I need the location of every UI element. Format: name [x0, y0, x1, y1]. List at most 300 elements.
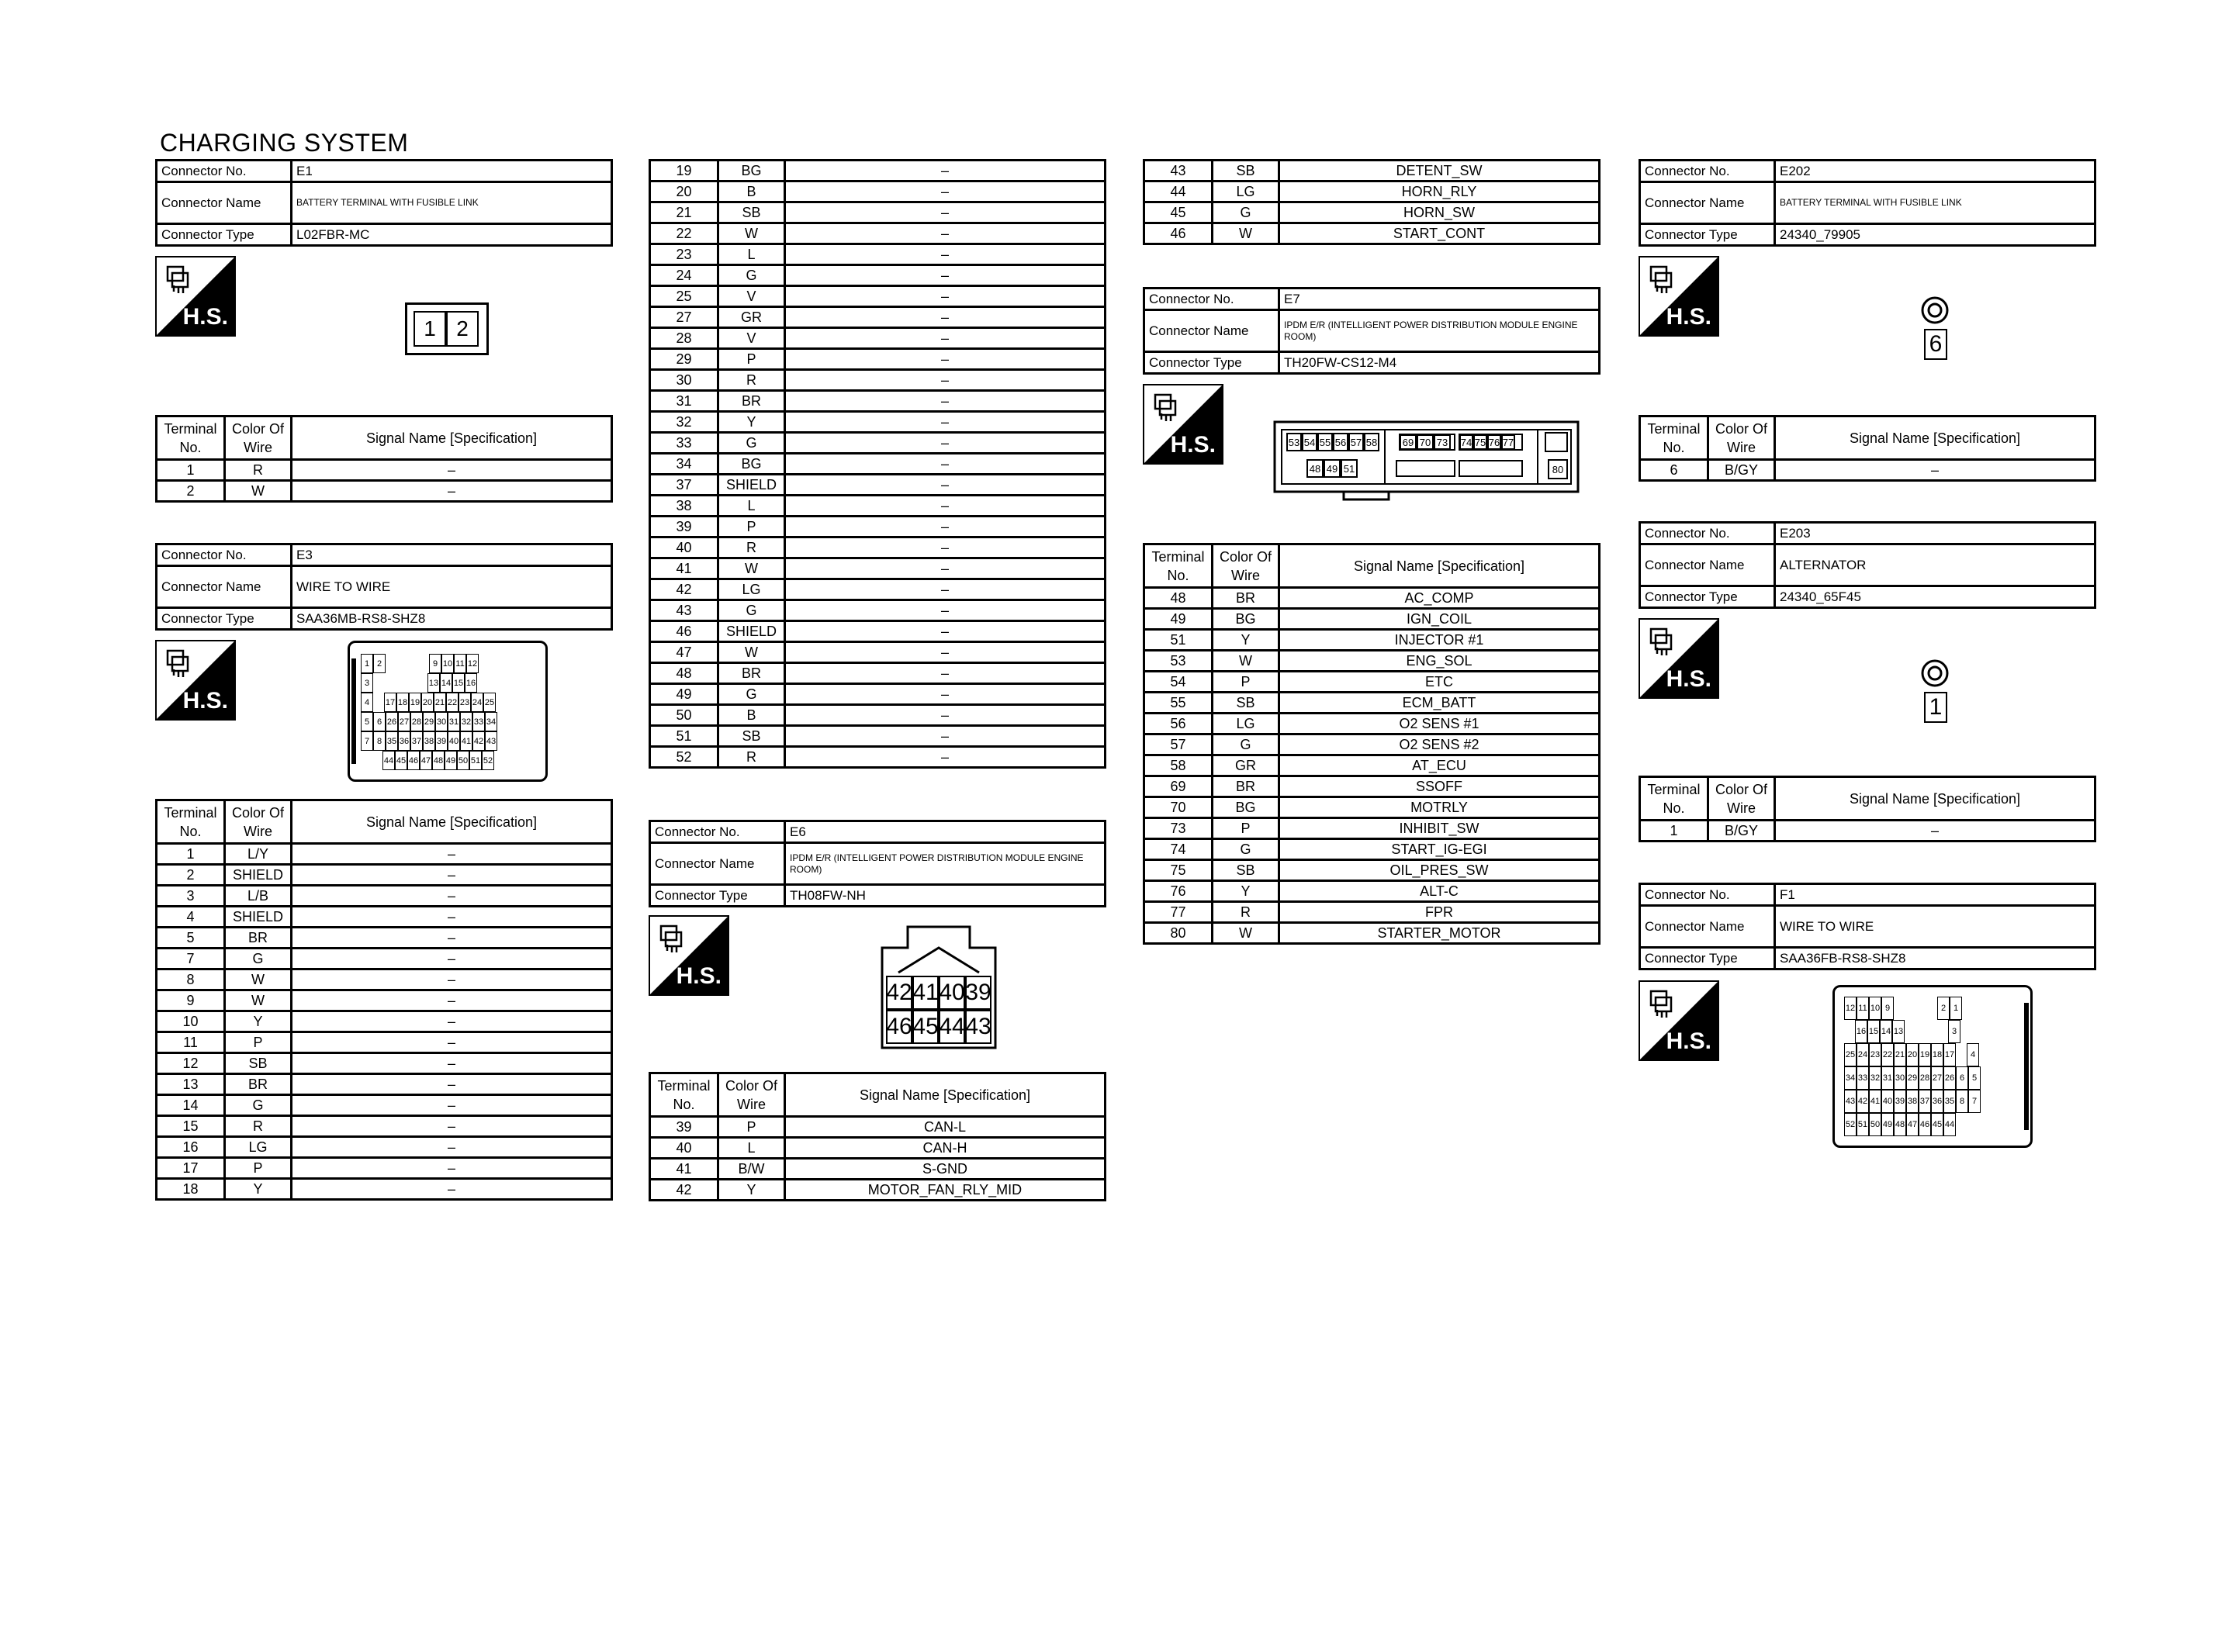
terminal-no-cell: 49 — [1144, 609, 1213, 630]
connector-pin: 8 — [373, 731, 386, 751]
th-signal: Signal Name [Specification] — [1775, 416, 2095, 460]
wire-color-cell: B/GY — [1708, 821, 1775, 842]
connector-pin: 43 — [485, 731, 497, 751]
signal-name-cell: CAN-H — [785, 1138, 1106, 1159]
connector-pin: 35 — [386, 731, 398, 751]
connector-pin: 42 — [1857, 1090, 1869, 1113]
connector-pin: 16 — [465, 673, 477, 693]
signal-name-cell: – — [292, 844, 612, 865]
signal-name-cell: ENG_SOL — [1279, 651, 1600, 672]
connector-pin: 19 — [1919, 1043, 1931, 1066]
table-row — [650, 747, 1106, 768]
connector-type-value: L02FBR-MC — [292, 224, 612, 246]
connector-pin: 39 — [1894, 1090, 1906, 1113]
table-row — [650, 558, 1106, 579]
label-connector-name: Connector Name — [1640, 182, 1775, 224]
connector-pin: 23 — [1869, 1043, 1881, 1066]
connector-pin — [395, 673, 406, 693]
connector-pin: 30 — [435, 712, 448, 731]
wire-color-cell: BG — [1213, 797, 1279, 818]
wire-color-cell: SB — [1213, 161, 1279, 181]
wire-color-cell: BR — [1213, 776, 1279, 797]
wire-color-cell: P — [718, 349, 785, 370]
table-row — [157, 1116, 612, 1137]
table-row — [1144, 755, 1600, 776]
table-row — [1144, 181, 1600, 202]
harness-side-icon — [1639, 618, 1719, 699]
connector-pin: 6 — [1956, 1066, 1968, 1090]
table-row — [650, 496, 1106, 517]
e203-pin-1: 1 — [1924, 692, 1947, 723]
connector-pin — [1937, 1020, 1948, 1043]
connector-pin: 20 — [421, 693, 434, 712]
signal-name-cell: – — [292, 1011, 612, 1032]
table-row — [650, 244, 1106, 265]
connector-pin — [373, 693, 384, 712]
wire-color-cell: LG — [1213, 181, 1279, 202]
connector-pin: 21 — [434, 693, 446, 712]
th-terminal: Terminal No. — [650, 1073, 718, 1117]
connector-pin: 38 — [1906, 1090, 1919, 1113]
signal-name-cell: – — [785, 642, 1106, 663]
connector-pin: 12 — [466, 654, 479, 673]
wire-color-cell: V — [718, 328, 785, 349]
signal-name-cell: HORN_SW — [1279, 202, 1600, 223]
connector-pin: 56 — [1333, 433, 1348, 451]
e6-terminal-table — [649, 1072, 1106, 1201]
connector-pin: 26 — [386, 712, 398, 731]
harness-side-icon — [1639, 256, 1719, 337]
signal-name-cell: – — [292, 1032, 612, 1053]
connector-pin: 1 — [361, 654, 373, 673]
connector-pin: 12 — [1844, 997, 1857, 1020]
label-connector-no: Connector No. — [1640, 161, 1775, 182]
signal-name-cell: – — [785, 349, 1106, 370]
terminal-no-cell: 2 — [157, 481, 225, 502]
terminal-no-cell: 41 — [650, 558, 718, 579]
e203-terminal-table — [1639, 776, 2096, 842]
connector-pin: 51 — [469, 751, 482, 770]
signal-name-cell: – — [292, 1053, 612, 1074]
connector-pin: 52 — [1844, 1113, 1857, 1136]
wire-color-cell: B — [718, 181, 785, 202]
label-connector-type: Connector Type — [157, 608, 292, 630]
signal-name-cell: MOTRLY — [1279, 797, 1600, 818]
connector-e1-header — [155, 159, 613, 247]
terminal-no-cell: 50 — [650, 705, 718, 726]
table-row — [1640, 460, 2095, 481]
connector-pin: 28 — [410, 712, 423, 731]
connector-pin: 43 — [1844, 1090, 1857, 1113]
wire-color-cell: R — [225, 460, 292, 481]
label-connector-no: Connector No. — [1640, 884, 1775, 906]
th-signal: Signal Name [Specification] — [292, 800, 612, 844]
wire-color-cell: L — [718, 496, 785, 517]
label-connector-type: Connector Type — [1144, 352, 1279, 374]
signal-name-cell: – — [785, 475, 1106, 496]
table-row — [157, 1137, 612, 1158]
terminal-no-cell: 8 — [157, 969, 225, 990]
wire-color-cell: B — [718, 705, 785, 726]
terminal-no-cell: 27 — [650, 307, 718, 328]
signal-name-cell: – — [785, 517, 1106, 537]
e3-connector-face — [348, 641, 548, 782]
signal-name-cell: INHIBIT_SW — [1279, 818, 1600, 839]
wire-color-cell: L — [718, 244, 785, 265]
table-row — [650, 684, 1106, 705]
hs-label: H.S. — [676, 963, 722, 989]
th-signal: Signal Name [Specification] — [292, 416, 612, 460]
connector-name-value: IPDM E/R (INTELLIGENT POWER DISTRIBUTION MODULE ENGINE ROOM) — [1279, 310, 1600, 352]
connector-type-value: 24340_79905 — [1775, 224, 2095, 246]
connector-pin — [384, 673, 395, 693]
connector-pin — [1926, 1020, 1937, 1043]
signal-name-cell: – — [292, 1179, 612, 1200]
connector-e1 — [155, 159, 613, 247]
wire-color-cell: G — [225, 1095, 292, 1116]
wire-color-cell: W — [225, 481, 292, 502]
table-row — [650, 726, 1106, 747]
terminal-no-cell: 76 — [1144, 881, 1213, 902]
terminal-no-cell: 73 — [1144, 818, 1213, 839]
signal-name-cell: – — [292, 865, 612, 886]
connector-pin: 52 — [482, 751, 494, 770]
connector-pin: 10 — [1869, 997, 1881, 1020]
connector-pin: 36 — [1931, 1090, 1943, 1113]
connector-pin: 44 — [1943, 1113, 1956, 1136]
terminal-no-cell: 24 — [650, 265, 718, 286]
connector-pin: 40 — [1881, 1090, 1894, 1113]
wire-color-cell: LG — [1213, 714, 1279, 734]
signal-name-cell: – — [785, 412, 1106, 433]
connector-pin: 34 — [1844, 1066, 1857, 1090]
signal-name-cell: FPR — [1279, 902, 1600, 923]
terminal-no-cell: 48 — [650, 663, 718, 684]
table-row — [650, 517, 1106, 537]
table-row — [157, 1158, 612, 1179]
connector-pin: 5 — [361, 712, 373, 731]
table-row — [157, 460, 612, 481]
signal-name-cell: – — [785, 600, 1106, 621]
connector-pin: 24 — [1857, 1043, 1869, 1066]
connector-pin: 69 — [1400, 434, 1417, 450]
wire-color-cell: Y — [1213, 881, 1279, 902]
connector-pin: 57 — [1348, 433, 1364, 451]
terminal-no-cell: 75 — [1144, 860, 1213, 881]
th-color: Color Of Wire — [225, 416, 292, 460]
e7-terminal-table — [1143, 543, 1601, 945]
terminal-no-cell: 48 — [1144, 588, 1213, 609]
table-row — [650, 328, 1106, 349]
connector-pin — [396, 654, 407, 673]
terminal-no-cell: 17 — [157, 1158, 225, 1179]
connector-pin: 8 — [1956, 1090, 1968, 1113]
connector-pin: 74 — [1459, 434, 1473, 450]
connector-pin — [1915, 997, 1926, 1020]
connector-pin: 41 — [912, 976, 939, 1010]
wire-color-cell: SB — [1213, 860, 1279, 881]
table-row — [1144, 714, 1600, 734]
signal-name-cell: – — [292, 1116, 612, 1137]
terminal-no-cell: 14 — [157, 1095, 225, 1116]
connector-pin: 43 — [965, 1010, 991, 1044]
terminal-no-cell: 40 — [650, 537, 718, 558]
signal-name-cell: – — [292, 886, 612, 907]
wire-color-cell: R — [718, 370, 785, 391]
connector-pin: 35 — [1943, 1090, 1956, 1113]
connector-name-value: IPDM E/R (INTELLIGENT POWER DISTRIBUTION MODULE ENGINE ROOM) — [785, 843, 1106, 885]
terminal-no-cell: 13 — [157, 1074, 225, 1095]
th-color: Color Of Wire — [1213, 544, 1279, 588]
wire-color-cell: BG — [1213, 609, 1279, 630]
connector-pin: 32 — [460, 712, 472, 731]
signal-name-cell: – — [785, 454, 1106, 475]
wire-color-cell: BR — [225, 1074, 292, 1095]
terminal-no-cell: 43 — [1144, 161, 1213, 181]
terminal-no-cell: 1 — [157, 460, 225, 481]
label-connector-name: Connector Name — [650, 843, 785, 885]
label-connector-name: Connector Name — [157, 566, 292, 608]
table-row — [650, 1159, 1106, 1180]
e1-terminal-table — [155, 415, 613, 503]
terminal-no-cell: 10 — [157, 1011, 225, 1032]
connector-pin: 58 — [1364, 433, 1379, 451]
table-row — [157, 907, 612, 928]
signal-name-cell: MOTOR_FAN_RLY_MID — [785, 1180, 1106, 1201]
terminal-no-cell: 1 — [157, 844, 225, 865]
f1-connector-face — [1832, 985, 2033, 1148]
wire-color-cell: R — [1213, 902, 1279, 923]
table-row — [650, 663, 1106, 684]
connector-pin: 46 — [407, 751, 420, 770]
connector-no-value: E3 — [292, 544, 612, 566]
connector-pin: 50 — [457, 751, 469, 770]
connector-pin: 32 — [1869, 1066, 1881, 1090]
signal-name-cell: – — [292, 928, 612, 949]
table-row — [650, 161, 1106, 181]
table-row — [650, 181, 1106, 202]
label-connector-type: Connector Type — [1640, 948, 1775, 969]
connector-pin: 33 — [472, 712, 485, 731]
signal-name-cell: – — [292, 481, 612, 502]
terminal-no-cell: 9 — [157, 990, 225, 1011]
table-row — [157, 1179, 612, 1200]
wire-color-cell: SB — [718, 726, 785, 747]
terminal-no-cell: 7 — [157, 949, 225, 969]
th-terminal: Terminal No. — [1640, 777, 1708, 821]
connector-pin: 44 — [939, 1010, 965, 1044]
terminal-no-cell: 39 — [650, 517, 718, 537]
table-row — [157, 1074, 612, 1095]
connector-pin — [1905, 1020, 1915, 1043]
signal-name-cell: – — [785, 181, 1106, 202]
th-signal: Signal Name [Specification] — [785, 1073, 1106, 1117]
table-row — [1144, 588, 1600, 609]
signal-name-cell: – — [785, 496, 1106, 517]
terminal-no-cell: 2 — [157, 865, 225, 886]
signal-name-cell: – — [785, 202, 1106, 223]
terminal-no-cell: 69 — [1144, 776, 1213, 797]
wire-color-cell: LG — [718, 579, 785, 600]
connector-no-value: E7 — [1279, 289, 1600, 310]
connector-no-value: E6 — [785, 821, 1106, 843]
table-row — [1144, 818, 1600, 839]
th-terminal: Terminal No. — [1144, 544, 1213, 588]
th-color: Color Of Wire — [1708, 777, 1775, 821]
label-connector-name: Connector Name — [1640, 906, 1775, 948]
e6-connector-face — [880, 924, 998, 1050]
connector-pin: 17 — [1943, 1043, 1956, 1066]
terminal-no-cell: 49 — [650, 684, 718, 705]
connector-pin — [372, 751, 382, 770]
terminal-no-cell: 21 — [650, 202, 718, 223]
connector-pin: 31 — [448, 712, 460, 731]
connector-pin: 51 — [1857, 1113, 1869, 1136]
th-signal: Signal Name [Specification] — [1775, 777, 2095, 821]
connector-pin: 2 — [373, 654, 386, 673]
signal-name-cell: – — [785, 579, 1106, 600]
terminal-no-cell: 30 — [650, 370, 718, 391]
signal-name-cell: S-GND — [785, 1159, 1106, 1180]
hs-label: H.S. — [1170, 432, 1216, 458]
th-signal: Signal Name [Specification] — [1279, 544, 1600, 588]
connector-pin: 77 — [1501, 434, 1515, 450]
wire-color-cell: BG — [718, 454, 785, 475]
connector-pin — [1894, 997, 1905, 1020]
connector-type-value: SAA36FB-RS8-SHZ8 — [1775, 948, 2095, 969]
terminal-no-cell: 55 — [1144, 693, 1213, 714]
hs-label: H.S. — [1666, 304, 1711, 330]
terminal-no-cell: 18 — [157, 1179, 225, 1200]
signal-name-cell: O2 SENS #2 — [1279, 734, 1600, 755]
signal-name-cell: AT_ECU — [1279, 755, 1600, 776]
signal-name-cell: – — [785, 747, 1106, 768]
wire-color-cell: P — [1213, 818, 1279, 839]
connector-pin: 29 — [423, 712, 435, 731]
wire-color-cell: B/GY — [1708, 460, 1775, 481]
terminal-no-cell: 51 — [650, 726, 718, 747]
wire-color-cell: BR — [1213, 588, 1279, 609]
signal-name-cell: AC_COMP — [1279, 588, 1600, 609]
connector-pin: 45 — [1931, 1113, 1943, 1136]
signal-name-cell: – — [785, 663, 1106, 684]
terminal-no-cell: 12 — [157, 1053, 225, 1074]
wire-color-cell: P — [718, 1117, 785, 1138]
connector-pin: 53 — [1286, 433, 1302, 451]
wire-color-cell: SHIELD — [718, 475, 785, 496]
table-row — [650, 621, 1106, 642]
connector-pin: 14 — [1880, 1020, 1892, 1043]
table-row — [1144, 672, 1600, 693]
connector-pin: 51 — [1341, 459, 1358, 478]
terminal-no-cell: 28 — [650, 328, 718, 349]
connector-pin: 44 — [382, 751, 395, 770]
terminal-no-cell: 44 — [1144, 181, 1213, 202]
table-row — [650, 475, 1106, 496]
table-row — [650, 202, 1106, 223]
connector-pin — [417, 673, 427, 693]
signal-name-cell: – — [1775, 460, 2095, 481]
connector-pin: 37 — [410, 731, 423, 751]
connector-pin: 75 — [1473, 434, 1487, 450]
wire-color-cell: Y — [225, 1011, 292, 1032]
connector-pin — [361, 751, 372, 770]
connector-pin — [386, 654, 396, 673]
signal-name-cell: START_CONT — [1279, 223, 1600, 244]
terminal-no-cell: 11 — [157, 1032, 225, 1053]
connector-pin: 36 — [398, 731, 410, 751]
signal-name-cell: – — [292, 949, 612, 969]
table-row — [157, 481, 612, 502]
terminal-no-cell: 57 — [1144, 734, 1213, 755]
label-connector-no: Connector No. — [650, 821, 785, 843]
connector-pin: 70 — [1417, 434, 1434, 450]
wire-color-cell: V — [718, 286, 785, 307]
table-row — [650, 705, 1106, 726]
page-title: CHARGING SYSTEM — [160, 129, 409, 157]
connector-pin: 4 — [361, 693, 373, 712]
table-row — [1144, 202, 1600, 223]
connector-pin — [407, 654, 418, 673]
terminal-no-cell: 29 — [650, 349, 718, 370]
signal-name-cell: START_IG-EGI — [1279, 839, 1600, 860]
wire-color-cell: W — [718, 642, 785, 663]
harness-side-icon — [155, 640, 236, 721]
table-row — [1144, 693, 1600, 714]
th-terminal: Terminal No. — [1640, 416, 1708, 460]
label-connector-type: Connector Type — [1640, 224, 1775, 246]
table-row — [650, 537, 1106, 558]
terminal-no-cell: 1 — [1640, 821, 1708, 842]
connector-e6 — [649, 820, 1106, 907]
label-connector-no: Connector No. — [157, 544, 292, 566]
e202-connector-face — [1919, 295, 1950, 365]
connector-pin: 14 — [440, 673, 452, 693]
table-row — [157, 1032, 612, 1053]
connector-type-value: TH08FW-NH — [785, 885, 1106, 907]
harness-side-icon — [649, 915, 729, 996]
connector-name-value: ALTERNATOR — [1775, 544, 2095, 586]
connector-f1 — [1639, 883, 2096, 970]
connector-pin: 6 — [373, 712, 386, 731]
harness-side-icon — [155, 256, 236, 337]
e1-pin-1: 1 — [414, 311, 446, 347]
terminal-no-cell: 45 — [1144, 202, 1213, 223]
connector-pin: 76 — [1487, 434, 1501, 450]
terminal-no-cell: 58 — [1144, 755, 1213, 776]
connector-pin — [1915, 1020, 1926, 1043]
harness-side-icon — [1639, 980, 1719, 1061]
table-row — [1144, 902, 1600, 923]
wire-color-cell: G — [718, 433, 785, 454]
terminal-no-cell: 42 — [650, 579, 718, 600]
signal-name-cell: – — [1775, 821, 2095, 842]
signal-name-cell: – — [292, 1095, 612, 1116]
wire-color-cell: GR — [718, 307, 785, 328]
table-row — [1144, 881, 1600, 902]
connector-pin: 25 — [483, 693, 496, 712]
wire-color-cell: G — [718, 684, 785, 705]
connector-pin — [373, 673, 384, 693]
signal-name-cell: – — [785, 705, 1106, 726]
connector-pin: 21 — [1894, 1043, 1906, 1066]
wire-color-cell: R — [225, 1116, 292, 1137]
connector-pin: 7 — [1968, 1090, 1981, 1113]
connector-pin: 25 — [1844, 1043, 1857, 1066]
table-row — [157, 990, 612, 1011]
signal-name-cell: – — [292, 907, 612, 928]
table-row — [1640, 821, 2095, 842]
